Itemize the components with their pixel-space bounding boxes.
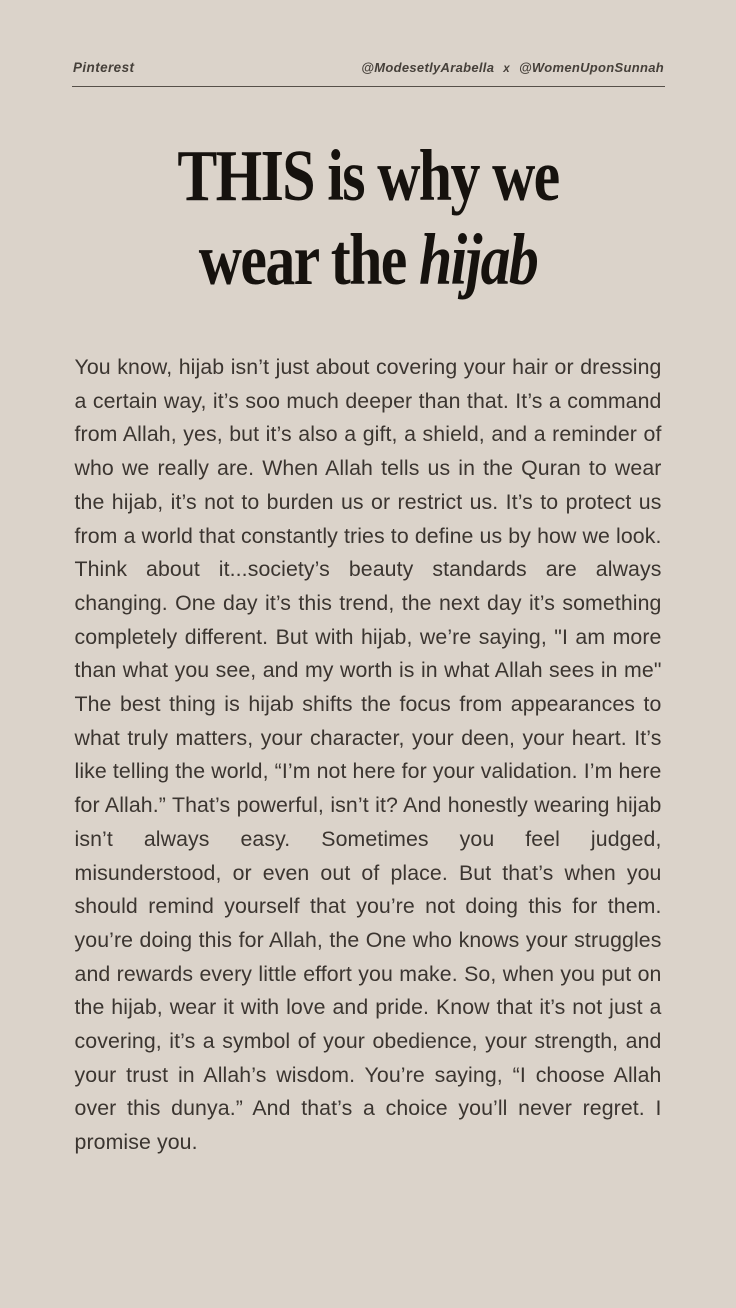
header-divider [72, 86, 665, 87]
body-paragraph: You know, hijab isn’t just about covering your hair or dressing a certain way, it’s soo much deeper than that. It’s a command from Allah, yes, but it’s also a gift, a shield, and a reminder of who we really are. When Allah tells us in the Quran to wear the hijab, it’s not to burden us or restrict us. It’s to protect us from a world that constantly tries to define us by how we look. Think about it...society’s beauty standards are always changing. One day it’s this trend, the next day it’s something completely different. But with hijab, we’re saying, "I am more than what you see, and my worth is in what Allah sees in me" The best thing is hijab shifts the focus from appearances to what truly matters, your character, your deen, your heart. It’s like telling the world, “I’m not here for your validation. I’m here for Allah.” That’s powerful, isn’t it? And honestly wearing hijab isn’t always easy. Sometimes you feel judged, misunderstood, or even out of place. But that’s when you should remind yourself that you’re not doing this for them. you’re doing this for Allah, the One who knows your struggles and rewards every little effort you make. So, when you put on the hijab, wear it with love and pride. Know that it’s not just a covering, it’s a symbol of your obedience, your strength, and your trust in Allah’s wisdom. You’re saying, “I choose Allah over this dunya.” And that’s a choice you’ll never regret. I promise you. [74, 355, 662, 1155]
title-italic-word: hijab [418, 219, 538, 300]
credit-separator: x [503, 63, 510, 75]
page-title [66, 134, 670, 302]
header [73, 60, 664, 75]
title-line-2: wear the hijab [198, 219, 538, 300]
credit-handle-1: @ModesetlyArabella [361, 60, 495, 75]
credits [361, 60, 664, 75]
credit-handle-2: @WomenUponSunnah [518, 60, 664, 75]
title-line-1: THIS is why we [177, 135, 559, 216]
pinterest-watermark: Pinterest [73, 60, 135, 75]
